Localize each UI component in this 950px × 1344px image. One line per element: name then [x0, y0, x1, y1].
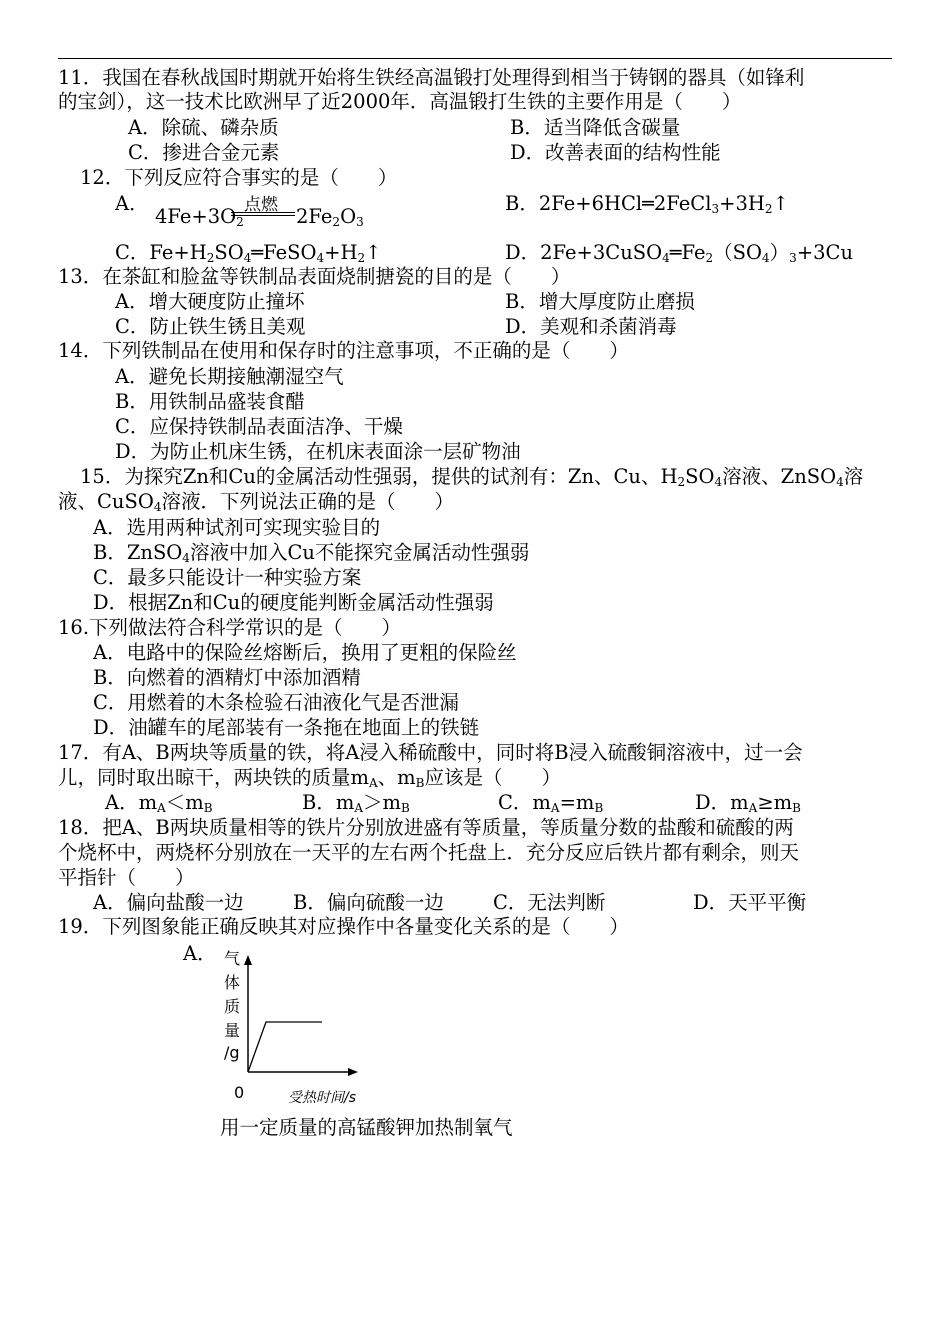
q11-option-c: C．掺进合金元素 [128, 141, 280, 164]
q16-option-a: A．电路中的保险丝熔断后，换用了更粗的保险丝 [93, 641, 517, 664]
q14-option-b: B．用铁制品盛装食醋 [115, 390, 305, 413]
q12-stem: 12．下列反应符合事实的是（ ） [80, 166, 398, 189]
q16-option-c: C．用燃着的木条检验石油液化气是否泄漏 [93, 691, 459, 714]
q14-option-a: A．避免长期接触潮湿空气 [115, 365, 344, 388]
q13-option-c: C．防止铁生锈且美观 [115, 315, 306, 338]
y-label-char-2: 体 [224, 973, 241, 992]
q17-option-d: D．$m_A\ge m_B$ [695, 791, 801, 815]
graph-curve [248, 1022, 322, 1072]
q15-option-a: A．选用两种试剂可实现实验目的 [93, 516, 381, 539]
q14-stem: 14．下列铁制品在使用和保存时的注意事项，不正确的是（ ） [58, 339, 629, 362]
x-axis-arrow [348, 1068, 358, 1076]
q13-option-d: D．美观和杀菌消毒 [505, 315, 677, 338]
q13-option-b: B．增大厚度防止磨损 [505, 290, 695, 313]
y-label-char-4: 量 [224, 1021, 241, 1040]
q15-option-d: D．根据Zn和Cu的硬度能判断金属活动性强弱 [93, 591, 494, 614]
graph-svg [216, 940, 366, 1110]
q11-stem-line2: 的宝剑），这一技术比欧洲早了近2000年．高温锻打生铁的主要作用是（ ） [58, 90, 742, 113]
q16-stem: 16.下列做法符合科学常识的是（ ） [58, 616, 402, 639]
y-label-char-3: 质 [224, 997, 241, 1016]
q19-option-a-graph [216, 940, 366, 1110]
q19-option-a-caption: 用一定质量的高锰酸钾加热制氧气 [220, 1116, 513, 1139]
q14-option-d: D．为防止机床生锈，在机床表面涂一层矿物油 [115, 440, 521, 463]
q12-option-d: D．$2Fe+3CuSO_4═Fe_2(SO_4)_3+3Cu$ [505, 241, 854, 265]
q12-option-a-label: A． [115, 192, 149, 215]
equation-reactants: $4Fe+3O_2$ [155, 205, 244, 229]
q18-stem-line2: 个烧杯中，两烧杯分别放在一天平的左右两个托盘上．充分反应后铁片都有剩余，则天 [58, 841, 800, 864]
q15-option-c: C．最多只能设计一种实验方案 [93, 566, 362, 589]
q18-option-c: C．无法判断 [493, 891, 606, 914]
q11-stem-line1: 11．我国在春秋战国时期就开始将生铁经高温锻打处理得到相当于铸钢的器具（如锋利 [58, 66, 805, 89]
q11-option-a: A．除硫、磷杂质 [128, 116, 279, 139]
q12-option-b: B．$2Fe+6HCl═2FeCl_3+3H_2↑$ [505, 192, 789, 216]
q15-stem-line1: 15．为探究Zn和Cu的金属活动性强弱，提供的试剂有：Zn、Cu、$H_2SO_4$溶液、ZnSO$_4$溶 [80, 465, 864, 489]
q18-stem-line3: 平指针（ ） [58, 866, 195, 889]
q18-option-d: D．天平平衡 [693, 891, 807, 914]
q17-option-b: B．$m_A>m_B$ [302, 791, 410, 815]
q19-stem: 19．下列图象能正确反映其对应操作中各量变化关系的是（ ） [58, 915, 629, 938]
q16-option-d: D．油罐车的尾部装有一条拖在地面上的铁链 [93, 716, 480, 739]
y-label-char-5: /g [224, 1043, 240, 1062]
y-axis-arrow [244, 955, 252, 965]
q18-stem-line1: 18．把A、B两块质量相等的铁片分别放进盛有等质量，等质量分数的盐酸和硫酸的两 [58, 816, 794, 839]
top-rule [58, 58, 892, 59]
q12-option-c: C．$Fe+H_2SO_4═FeSO_4+H_2↑$ [115, 241, 382, 265]
q11-option-d: D．改善表面的结构性能 [510, 141, 721, 164]
q15-stem-line2: 液、CuSO$_4$溶液．下列说法正确的是（ ） [58, 490, 454, 514]
q18-option-a: A．偏向盐酸一边 [93, 891, 244, 914]
q17-stem-line2: 儿，同时取出晾干，两块铁的质量$m_A$、$m_B$应该是（ ） [58, 766, 562, 790]
q17-stem-line1: 17．有A、B两块等质量的铁，将A浸入稀硫酸中，同时将B浸入硫酸铜溶液中，过一会 [58, 741, 803, 764]
q13-stem: 13．在茶缸和脸盆等铁制品表面烧制搪瓷的目的是（ ） [58, 265, 571, 288]
q16-option-b: B．向燃着的酒精灯中添加酒精 [93, 666, 361, 689]
origin-label: 0 [234, 1083, 245, 1102]
equation-products: $2Fe_2O_3$ [296, 205, 364, 229]
y-label-char-1: 气 [224, 949, 241, 968]
q18-option-b: B．偏向硫酸一边 [293, 891, 444, 914]
q15-option-b: B．ZnSO$_4$溶液中加入Cu不能探究金属活动性强弱 [93, 541, 530, 565]
q12-option-a-equation [113, 190, 364, 230]
reaction-condition: 点燃 [244, 195, 278, 215]
equals-sign-bottom [231, 215, 295, 216]
equals-sign-top [231, 212, 295, 213]
q19-option-a-label: A． [183, 942, 217, 965]
q17-option-c: C．$m_A=m_B$ [498, 791, 604, 815]
x-axis-label: 受热时间/s [288, 1090, 357, 1106]
q11-option-b: B．适当降低含碳量 [510, 116, 681, 139]
q14-option-c: C．应保持铁制品表面洁净、干燥 [115, 415, 403, 438]
q17-option-a: A．$m_A<m_B$ [105, 791, 213, 815]
q13-option-a: A．增大硬度防止撞坏 [115, 290, 305, 313]
